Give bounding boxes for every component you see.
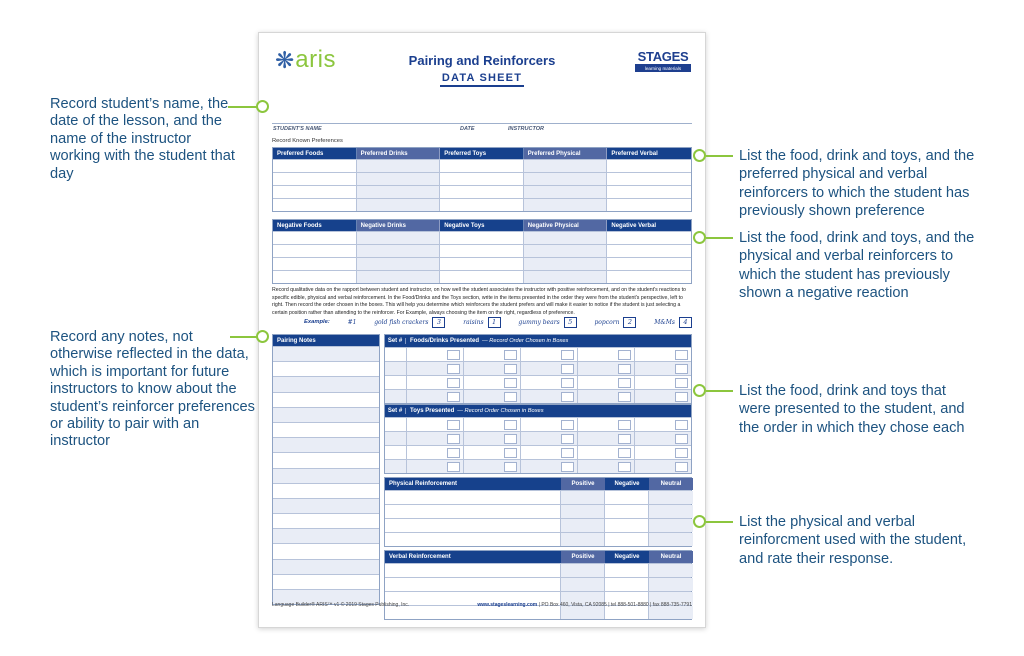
table-row: [273, 361, 379, 376]
date-label: DATE: [460, 126, 475, 132]
table-cell: [605, 505, 649, 518]
table-cell: [440, 198, 524, 211]
table-cell: [607, 159, 691, 172]
connector-circle: [693, 149, 706, 162]
table-cell: [273, 257, 357, 270]
order-box: [447, 462, 460, 472]
verbal-reinforcement-title: Verbal Reinforcement: [385, 551, 561, 563]
order-box: [675, 378, 688, 388]
footer-contact: | PO Box 460, Vista, CA 92085 | tel 888-501-8880 | fax 888-735-7791: [537, 602, 692, 608]
toys-presented-header: [385, 405, 691, 417]
table-cell: [385, 491, 561, 504]
connector-circle: [256, 330, 269, 343]
field-rule: [272, 123, 692, 124]
table-row: [273, 559, 379, 574]
order-box: [618, 392, 631, 402]
table-row: [385, 518, 691, 532]
table-cell: [385, 505, 561, 518]
table-cell: [649, 505, 693, 518]
toys-presented-table: [384, 404, 692, 474]
table-cell: [649, 578, 693, 591]
table-row: [273, 452, 379, 467]
aris-logo-mark-icon: ❋: [275, 46, 295, 73]
table-cell: [649, 519, 693, 532]
order-box: [618, 350, 631, 360]
example-set-number: #1: [347, 318, 357, 326]
physical-reinforcement-table: [384, 477, 692, 547]
verbal-rows: [385, 563, 691, 619]
table-cell: [524, 159, 608, 172]
connector-circle: [256, 100, 269, 113]
table-row: [273, 407, 379, 422]
set-number-cell: [385, 390, 407, 403]
table-cell: [273, 270, 357, 283]
table-cell: [607, 257, 691, 270]
table-cell: [357, 231, 441, 244]
left-annotation-2: Record any notes, not otherwise reflected in the data, which is important for future instructors to know about the student’s reinforcer preferences or ability to pair with an instructor: [50, 329, 255, 450]
pairing-notes-rows: [273, 346, 379, 604]
table-cell: [524, 244, 608, 257]
table-cell: [273, 185, 357, 198]
order-box: 4: [679, 317, 692, 328]
table-row: [385, 375, 691, 389]
column-header: Negative: [605, 478, 649, 490]
item-cell: [635, 460, 691, 473]
order-box: [504, 378, 517, 388]
verbal-reinforcement-table: [384, 550, 692, 620]
connector-line: [706, 155, 733, 157]
aris-logo-text: aris: [295, 46, 336, 73]
right-annotation-1: List the food, drink and toys, and the preferred physical and verbal reinforcers to which the student has previously shown preference: [739, 148, 975, 220]
column-header: Negative Verbal: [607, 220, 691, 231]
order-box: [447, 420, 460, 430]
table-cell: [605, 519, 649, 532]
negative-table-header: [273, 220, 691, 231]
order-box: [618, 434, 631, 444]
order-box: [618, 448, 631, 458]
table-cell: [605, 491, 649, 504]
column-header: Preferred Foods: [273, 148, 357, 159]
column-header: Negative Foods: [273, 220, 357, 231]
order-box: [561, 462, 574, 472]
preferred-table: [272, 147, 692, 212]
table-cell: [605, 564, 649, 577]
order-box: [561, 350, 574, 360]
table-cell: [607, 198, 691, 211]
set-number-cell: [385, 348, 407, 361]
table-row: [385, 431, 691, 445]
item-cell: [407, 432, 464, 445]
set-number-cell: [385, 460, 407, 473]
table-row: [385, 577, 691, 591]
table-cell: [440, 185, 524, 198]
set-number-cell: [385, 446, 407, 459]
order-box: [504, 350, 517, 360]
connector-line: [706, 237, 733, 239]
table-cell: [440, 231, 524, 244]
table-row: [385, 504, 691, 518]
table-row: [385, 417, 691, 431]
table-cell: [605, 578, 649, 591]
order-box: [561, 392, 574, 402]
order-box: [675, 434, 688, 444]
set-number-cell: [385, 418, 407, 431]
item-cell: [578, 460, 635, 473]
item-cell: [464, 446, 521, 459]
column-header: Preferred Verbal: [607, 148, 691, 159]
right-annotation-2: List the food, drink and toys, and the physical and verbal reinforcers to which the student has previously shown a negative reaction: [739, 230, 975, 302]
order-box: [675, 448, 688, 458]
column-header: Neutral: [649, 478, 693, 490]
verbal-reinforcement-header: [385, 551, 691, 563]
item-cell: [578, 446, 635, 459]
preferred-table-header: [273, 148, 691, 159]
example-item: [518, 317, 576, 328]
column-header: Negative Physical: [524, 220, 608, 231]
aris-logo: [275, 46, 336, 74]
column-header: Preferred Physical: [524, 148, 608, 159]
item-cell: [635, 446, 691, 459]
item-cell: [578, 418, 635, 431]
column-header: Negative Toys: [440, 220, 524, 231]
stages-logo-name: STAGES: [637, 49, 689, 64]
order-box: [504, 392, 517, 402]
table-cell: [524, 257, 608, 270]
toys-presented-rows: [385, 417, 691, 473]
table-cell: [440, 257, 524, 270]
document-footer: [272, 602, 692, 608]
table-row: [273, 468, 379, 483]
table-cell: [607, 244, 691, 257]
column-header: Neutral: [649, 551, 693, 563]
physical-reinforcement-title: Physical Reinforcement: [385, 478, 561, 490]
connector-circle: [693, 231, 706, 244]
preferred-table-body: [273, 159, 691, 211]
pairing-notes-header: Pairing Notes: [273, 335, 379, 346]
set-number-cell: [385, 362, 407, 375]
item-cell: [464, 376, 521, 389]
table-row: [273, 437, 379, 452]
connector-line: [228, 106, 257, 108]
right-annotation-3: List the food, drink and toys that were presented to the student, and the order in which they chose each: [739, 383, 965, 436]
table-cell: [561, 564, 605, 577]
item-cell: [464, 390, 521, 403]
item-cell: [464, 348, 521, 361]
item-cell: [407, 390, 464, 403]
table-row: [273, 483, 379, 498]
example-item: [594, 317, 636, 328]
table-cell: [561, 505, 605, 518]
table-row: [273, 543, 379, 558]
item-cell: [635, 418, 691, 431]
foods-presented-header: [385, 335, 691, 347]
item-cell: [578, 376, 635, 389]
order-box: [675, 392, 688, 402]
item-cell: [521, 390, 578, 403]
table-cell: [649, 564, 693, 577]
table-cell: [273, 198, 357, 211]
table-cell: [524, 198, 608, 211]
table-cell: [607, 185, 691, 198]
order-box: [504, 462, 517, 472]
sheet-subtitle: DATA SHEET: [440, 72, 524, 87]
item-cell: [521, 460, 578, 473]
foods-presented-rows: [385, 347, 691, 403]
item-cell: [578, 390, 635, 403]
physical-rows: [385, 490, 691, 546]
item-cell: [521, 418, 578, 431]
item-cell: [407, 460, 464, 473]
table-cell: [273, 172, 357, 185]
pairing-notes-panel: [272, 334, 380, 605]
column-header: Negative: [605, 551, 649, 563]
item-cell: [635, 376, 691, 389]
example-item-name: raisins: [463, 318, 484, 326]
negative-table-body: [273, 231, 691, 283]
table-cell: [607, 270, 691, 283]
set-number-label: Set #: [385, 338, 406, 344]
item-cell: [407, 446, 464, 459]
physical-reinforcement-header: [385, 478, 691, 490]
table-cell: [440, 270, 524, 283]
table-cell: [440, 159, 524, 172]
order-box: [618, 364, 631, 374]
table-row: [273, 498, 379, 513]
order-box: [618, 378, 631, 388]
example-item: [654, 317, 692, 328]
order-box: [504, 420, 517, 430]
column-header: Positive: [561, 478, 605, 490]
table-row: [385, 490, 691, 504]
record-order-note: — Record Order Chosen in Boxes: [457, 408, 544, 414]
toys-presented-title: Toys Presented: [410, 408, 455, 414]
instructions-paragraph: Record qualitative data on the rapport between student and instructor, on how well the student associates the instructor with positive reinforcement, and on the student's reactions to specific edible, physical and verbal reinforcement. In the Food/Drinks and the Toys section, write in the items presented in the order they were from the student's perspective, left to right. Then record the order chosen in the boxes. This will help you determine which reinforcers the student prefers and will make it easier to notice if the student is just selecting a certain position rather than attending to the reinforcer. For Example, always choosing the item on the right, regardless of preference.: [272, 287, 686, 316]
data-entry-column: [384, 334, 692, 620]
order-box: [675, 420, 688, 430]
table-cell: [273, 159, 357, 172]
order-box: [447, 392, 460, 402]
example-item-name: M&Ms: [654, 318, 675, 326]
order-box: 3: [432, 317, 445, 328]
order-box: [675, 462, 688, 472]
item-cell: [407, 348, 464, 361]
order-box: [504, 448, 517, 458]
table-row: [273, 392, 379, 407]
order-box: 1: [488, 317, 501, 328]
order-box: [561, 434, 574, 444]
item-cell: [521, 362, 578, 375]
table-cell: [357, 172, 441, 185]
set-number-label: Set #: [385, 408, 406, 414]
document-page: [258, 32, 706, 628]
sheet-title-block: [372, 53, 592, 87]
table-cell: [357, 159, 441, 172]
item-cell: [578, 362, 635, 375]
set-number-cell: [385, 432, 407, 445]
record-order-note: — Record Order Chosen in Boxes: [482, 338, 569, 344]
table-cell: [357, 270, 441, 283]
column-header: Preferred Toys: [440, 148, 524, 159]
instructor-label: INSTRUCTOR: [508, 126, 544, 132]
sheet-title: Pairing and Reinforcers: [408, 53, 556, 68]
order-box: 2: [623, 317, 636, 328]
item-cell: [578, 432, 635, 445]
order-box: [618, 462, 631, 472]
table-cell: [440, 172, 524, 185]
item-cell: [635, 362, 691, 375]
table-cell: [561, 533, 605, 546]
order-box: [561, 364, 574, 374]
order-box: [447, 434, 460, 444]
table-row: [385, 459, 691, 473]
table-row: [385, 563, 691, 577]
item-cell: [521, 446, 578, 459]
table-row: [273, 376, 379, 391]
example-item-name: popcorn: [594, 318, 620, 326]
table-row: [385, 347, 691, 361]
footer-site: www.stageslearning.com: [477, 602, 538, 608]
table-cell: [524, 231, 608, 244]
table-row: [385, 389, 691, 403]
order-box: [447, 378, 460, 388]
known-preferences-label: Record Known Preferences: [272, 138, 343, 144]
connector-circle: [693, 384, 706, 397]
example-item: [374, 317, 445, 328]
footer-left: Language Builder® ARIS™ v1 © 2019 Stages Publishing, Inc.: [272, 602, 410, 608]
table-row: [273, 574, 379, 589]
footer-right: [477, 602, 692, 608]
order-box: 5: [564, 317, 577, 328]
order-box: [675, 364, 688, 374]
item-cell: [635, 348, 691, 361]
item-cell: [521, 348, 578, 361]
column-header: Positive: [561, 551, 605, 563]
order-box: [447, 448, 460, 458]
table-row: [273, 513, 379, 528]
table-row: [385, 445, 691, 459]
item-cell: [407, 418, 464, 431]
table-cell: [561, 578, 605, 591]
example-item: [463, 317, 500, 328]
foods-presented-title: Foods/Drinks Presented: [410, 338, 480, 344]
connector-line: [706, 521, 733, 523]
table-cell: [649, 491, 693, 504]
item-cell: [521, 376, 578, 389]
example-row: [304, 316, 692, 328]
order-box: [504, 364, 517, 374]
set-number-cell: [385, 376, 407, 389]
table-cell: [357, 185, 441, 198]
order-box: [618, 420, 631, 430]
table-cell: [607, 172, 691, 185]
item-cell: [464, 460, 521, 473]
table-cell: [524, 185, 608, 198]
item-cell: [407, 376, 464, 389]
table-row: [273, 422, 379, 437]
item-cell: [464, 362, 521, 375]
table-cell: [385, 519, 561, 532]
right-annotation-4: List the physical and verbal reinforcment used with the student, and rate their response.: [739, 514, 967, 567]
table-cell: [561, 519, 605, 532]
table-cell: [385, 578, 561, 591]
order-box: [561, 448, 574, 458]
column-header: Preferred Drinks: [357, 148, 441, 159]
table-cell: [273, 231, 357, 244]
table-cell: [440, 244, 524, 257]
stages-logo: [635, 50, 691, 72]
table-cell: [524, 172, 608, 185]
table-cell: [385, 564, 561, 577]
column-header: Negative Drinks: [357, 220, 441, 231]
item-cell: [635, 390, 691, 403]
table-row: [385, 361, 691, 375]
table-cell: [605, 533, 649, 546]
foods-presented-table: [384, 334, 692, 404]
table-cell: [524, 270, 608, 283]
table-row: [385, 532, 691, 546]
order-box: [447, 350, 460, 360]
order-box: [675, 350, 688, 360]
order-box: [561, 420, 574, 430]
table-cell: [561, 491, 605, 504]
student-name-label: STUDENT'S NAME: [273, 126, 322, 132]
stages-logo-tagline: learning materials: [635, 64, 691, 72]
negative-table: [272, 219, 692, 284]
order-box: [504, 434, 517, 444]
item-cell: [464, 432, 521, 445]
table-cell: [385, 533, 561, 546]
connector-line: [706, 390, 733, 392]
connector-circle: [693, 515, 706, 528]
item-cell: [578, 348, 635, 361]
table-cell: [357, 257, 441, 270]
item-cell: [635, 432, 691, 445]
item-cell: [521, 432, 578, 445]
item-cell: [407, 362, 464, 375]
table-row: [273, 346, 379, 361]
example-label: Example:: [304, 319, 330, 325]
item-cell: [464, 418, 521, 431]
left-annotation-1: Record student’s name, the date of the lesson, and the name of the instructor working with the student that day: [50, 96, 235, 182]
table-cell: [357, 244, 441, 257]
table-row: [273, 528, 379, 543]
table-cell: [273, 244, 357, 257]
order-box: [561, 378, 574, 388]
example-item-name: gold fish crackers: [374, 318, 429, 326]
table-cell: [649, 533, 693, 546]
table-cell: [607, 231, 691, 244]
example-item-name: gummy bears: [518, 318, 560, 326]
table-cell: [357, 198, 441, 211]
connector-line: [230, 336, 257, 338]
order-box: [447, 364, 460, 374]
